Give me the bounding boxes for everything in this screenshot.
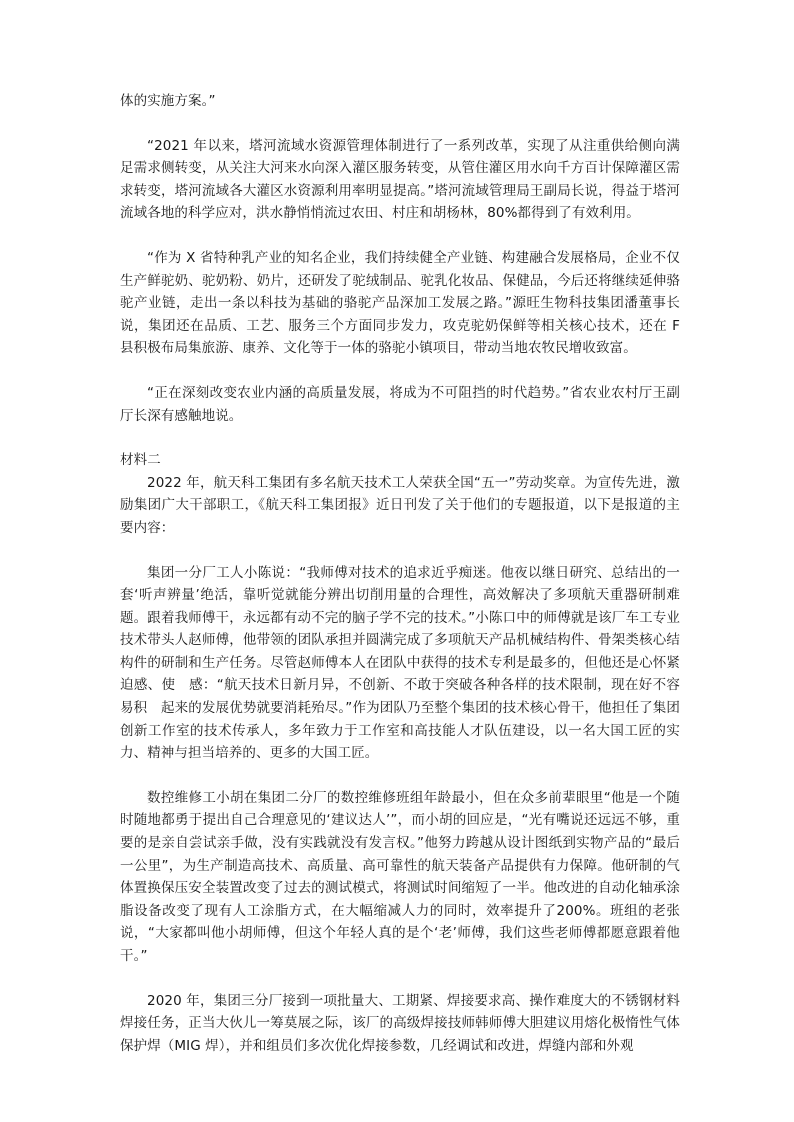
paragraph-continuation: 体的实施方案。” [120, 93, 216, 109]
paragraph-quality-development: “正在深刻改变农业内涵的高质量发展，将成为不可阻挡的时代趋势。”省农业农村厅王副厅长深有感触地说。 [120, 384, 680, 424]
paragraph-master-zhao: 集团一分厂工人小陈说：“我师傅对技术的追求近乎痴迷。他夜以继日研究、总结出的一套‘听声辨量’绝活，靠听觉就能分辨出切削用量的合理性，高效解决了多项航天重器研制难题。跟着我师傅干，永远都有动不完的脑子学不完的技术。”小陈口中的师傅就是该厂车工专业技术带头人赵师傅，他带领的团队承担并圆满完成了多项航天产品机械结构件、骨架类核心结构件的研制和生产任务。尽管赵师傅本人在团队中获得的技术专利是最多的，但他还是心怀紧迫感、使 感：“航天技术日新月异，不创新、不敢于突破各种各样的技术限制，现在好不容易积 起来的发展优势就要消耗殆尽。”作为团队乃至整个集团的技术核心骨干，他担任了集团创新工作室的技术传承人，多年致力于工作室和高技能人才队伍建设，以一名大国工匠的实力、精神与担当培养的、更多的大国工匠。 [120, 564, 680, 762]
paragraph-master-han: 2020 年，集团三分厂接到一项批量大、工期紧、焊接要求高、操作难度大的不锈钢材料焊接任务，正当大伙儿一筹莫展之际，该厂的高级焊接技师韩师傅大胆建议用熔化极惰性气体保护焊（MIG 焊），并和组员们多次优化焊接参数，几经调试和改进，焊缝内部和外观 [120, 992, 680, 1054]
paragraph-aerospace-intro: 2022 年，航天科工集团有多名航天技术工人荣获全国“五一”劳动奖章。为宣传先进，激励集团广大干部职工，《航天科工集团报》近日刊发了关于他们的专题报道，以下是报道的主要内容： [120, 474, 680, 536]
paragraph-camel-industry: “作为 X 省特种乳产业的知名企业，我们持续健全产业链、构建融合发展格局，企业不仅生产鲜驼奶、驼奶粉、奶片，还研发了驼绒制品、驼乳化妆品、保健品，今后还将继续延伸骆驼产业链，走出一条以科技为基础的骆驼产品深加工发展之路。”源旺生物科技集团潘董事长说，集团还在品质、工艺、服务三个方面同步发力，攻克驼奶保鲜等相关核心技术，还在 F 县积极布局集旅游、康养、文化等于一体的骆驼小镇项目，带动当地农牧民增收致富。 [120, 249, 680, 357]
section-heading-material-two: 材料二 [120, 452, 161, 469]
paragraph-xiao-hu: 数控维修工小胡在集团二分厂的数控维修班组年龄最小，但在众多前辈眼里“他是一个随时随地都勇于提出自己合理意见的‘建议达人’”，而小胡的回应是，“光有嘴说还远远不够，重要的是亲自尝试亲手做，没有实践就没有发言权。”他努力跨越从设计图纸到实物产品的“最后一公里”，为生产制造高技术、高质量、高可靠性的航天装备产品提供有力保障。他研制的气体置换保压安全装置改变了过去的测试模式，将测试时间缩短了一半。他改进的自动化轴承涂脂设备改变了现有人工涂脂方式，在大幅缩减人力的同时，效率提升了200%。班组的老张说，“大家都叫他小胡师傅，但这个年轻人真的是个‘老’师傅，我们这些老师傅都愿意跟着他干。” [120, 789, 680, 964]
document-body [120, 90, 680, 1079]
paragraph-tarim-reform: “2021 年以来，塔河流域水资源管理体制进行了一系列改革，实现了从注重供给侧向满足需求侧转变，从关注大河来水向深入灌区服务转变，从管住灌区用水向千方百计保障灌区需求转变，塔河流域各大灌区水资源利用率明显提高。”塔河流域管理局王副局长说，得益于塔河流域各地的科学应对，洪水静悄悄流过农田、村庄和胡杨林，80%都得到了有效利用。 [120, 137, 680, 222]
